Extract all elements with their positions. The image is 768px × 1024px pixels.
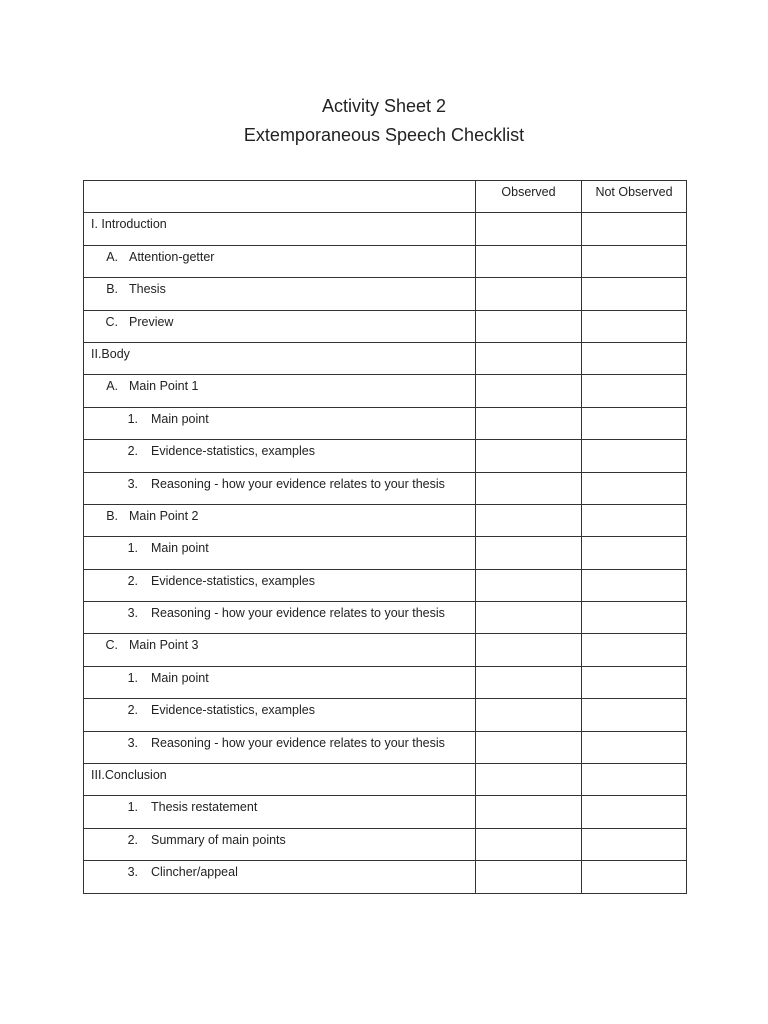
observed-cell[interactable]	[476, 342, 582, 374]
not-observed-cell[interactable]	[582, 342, 687, 374]
observed-cell[interactable]	[476, 278, 582, 310]
not-observed-cell[interactable]	[582, 764, 687, 796]
not-observed-cell[interactable]	[582, 375, 687, 407]
table-row	[84, 828, 687, 860]
checklist-item	[84, 796, 476, 828]
checklist-item	[84, 731, 476, 763]
table-row	[84, 602, 687, 634]
not-observed-cell[interactable]	[582, 796, 687, 828]
table-row	[84, 666, 687, 698]
item-marker: 2.	[127, 444, 138, 459]
table-row	[84, 310, 687, 342]
table-row	[84, 796, 687, 828]
observed-cell[interactable]	[476, 537, 582, 569]
item-text: Main point	[151, 670, 209, 685]
checklist-item	[84, 440, 476, 472]
checklist-item	[84, 569, 476, 601]
speech-checklist-table	[83, 180, 687, 894]
item-marker: A.	[106, 379, 118, 394]
not-observed-cell[interactable]	[582, 407, 687, 439]
item-text: Main Point 2	[129, 508, 199, 523]
observed-cell[interactable]	[476, 245, 582, 277]
item-marker: 2.	[127, 703, 138, 718]
table-row	[84, 213, 687, 245]
not-observed-cell[interactable]	[582, 245, 687, 277]
not-observed-cell[interactable]	[582, 569, 687, 601]
checklist-item	[84, 861, 476, 893]
item-text: Evidence-statistics, examples	[151, 573, 315, 588]
checklist-body	[84, 213, 687, 893]
item-text: III.Conclusion	[91, 768, 167, 783]
table-row	[84, 407, 687, 439]
observed-cell[interactable]	[476, 861, 582, 893]
item-marker: 2.	[127, 832, 138, 847]
observed-cell[interactable]	[476, 472, 582, 504]
not-observed-cell[interactable]	[582, 537, 687, 569]
not-observed-cell[interactable]	[582, 278, 687, 310]
item-text: Attention-getter	[129, 249, 215, 264]
header-item	[84, 181, 476, 213]
observed-cell[interactable]	[476, 731, 582, 763]
item-marker: A.	[106, 249, 118, 264]
item-text: Clincher/appeal	[151, 865, 238, 880]
item-marker: 1.	[127, 800, 138, 815]
table-row	[84, 440, 687, 472]
observed-cell[interactable]	[476, 569, 582, 601]
table-row	[84, 569, 687, 601]
checklist-item	[84, 245, 476, 277]
not-observed-cell[interactable]	[582, 861, 687, 893]
table-row	[84, 731, 687, 763]
table-row	[84, 245, 687, 277]
checklist-item	[84, 602, 476, 634]
item-marker: B.	[106, 282, 118, 297]
checklist-item	[84, 828, 476, 860]
item-marker: B.	[106, 508, 118, 523]
table-row	[84, 861, 687, 893]
item-text: Main point	[151, 411, 209, 426]
checklist-item	[84, 699, 476, 731]
item-marker: 3.	[127, 865, 138, 880]
observed-cell[interactable]	[476, 504, 582, 536]
item-text: Reasoning - how your evidence relates to your thesis	[151, 476, 445, 491]
item-text: Preview	[129, 314, 174, 329]
item-marker: 1.	[127, 670, 138, 685]
item-text: I. Introduction	[91, 217, 167, 232]
table-row	[84, 472, 687, 504]
observed-cell[interactable]	[476, 699, 582, 731]
table-row	[84, 342, 687, 374]
item-text: Evidence-statistics, examples	[151, 703, 315, 718]
observed-cell[interactable]	[476, 375, 582, 407]
table-row	[84, 375, 687, 407]
item-marker: 3.	[127, 606, 138, 621]
item-text: Evidence-statistics, examples	[151, 444, 315, 459]
table-row	[84, 504, 687, 536]
checklist-item	[84, 310, 476, 342]
checklist-item	[84, 504, 476, 536]
table-row	[84, 537, 687, 569]
not-observed-cell[interactable]	[582, 504, 687, 536]
checklist-item	[84, 666, 476, 698]
table-row	[84, 634, 687, 666]
item-marker: 3.	[127, 735, 138, 750]
table-row	[84, 278, 687, 310]
header-not-observed: Not Observed	[582, 181, 687, 213]
item-marker: 1.	[127, 541, 138, 556]
observed-cell[interactable]	[476, 764, 582, 796]
item-text: Summary of main points	[151, 832, 286, 847]
item-marker: C.	[105, 314, 118, 329]
item-text: Main Point 1	[129, 379, 199, 394]
item-text: Reasoning - how your evidence relates to your thesis	[151, 606, 445, 621]
not-observed-cell[interactable]	[582, 310, 687, 342]
not-observed-cell[interactable]	[582, 440, 687, 472]
table-row	[84, 764, 687, 796]
checklist-item	[84, 407, 476, 439]
checklist-item	[84, 764, 476, 796]
item-marker: 1.	[127, 411, 138, 426]
item-text: II.Body	[91, 346, 130, 361]
observed-cell[interactable]	[476, 796, 582, 828]
not-observed-cell[interactable]	[582, 731, 687, 763]
observed-cell[interactable]	[476, 634, 582, 666]
checklist-item	[84, 342, 476, 374]
observed-cell[interactable]	[476, 213, 582, 245]
observed-cell[interactable]	[476, 666, 582, 698]
checklist-item	[84, 537, 476, 569]
observed-cell[interactable]	[476, 602, 582, 634]
item-marker: 3.	[127, 476, 138, 491]
header-row	[84, 181, 687, 213]
header-observed: Observed	[476, 181, 582, 213]
table-row	[84, 699, 687, 731]
checklist-item	[84, 634, 476, 666]
observed-cell[interactable]	[476, 310, 582, 342]
not-observed-cell[interactable]	[582, 666, 687, 698]
checklist-item	[84, 213, 476, 245]
checklist-item	[84, 375, 476, 407]
checklist-item	[84, 278, 476, 310]
observed-cell[interactable]	[476, 407, 582, 439]
not-observed-cell[interactable]	[582, 602, 687, 634]
document-subtitle: Extemporaneous Speech Checklist	[243, 125, 525, 145]
not-observed-cell[interactable]	[582, 828, 687, 860]
not-observed-cell[interactable]	[582, 472, 687, 504]
item-marker: C.	[105, 638, 118, 653]
item-marker: 2.	[127, 573, 138, 588]
item-text: Thesis restatement	[151, 800, 258, 815]
item-text: Reasoning - how your evidence relates to your thesis	[151, 735, 445, 750]
observed-cell[interactable]	[476, 828, 582, 860]
item-text: Main Point 3	[129, 638, 199, 653]
not-observed-cell[interactable]	[582, 634, 687, 666]
not-observed-cell[interactable]	[582, 213, 687, 245]
checklist-item	[84, 472, 476, 504]
observed-cell[interactable]	[476, 440, 582, 472]
not-observed-cell[interactable]	[582, 699, 687, 731]
item-text: Main point	[151, 541, 209, 556]
item-text: Thesis	[129, 282, 166, 297]
document-title: Activity Sheet 2	[321, 96, 447, 116]
